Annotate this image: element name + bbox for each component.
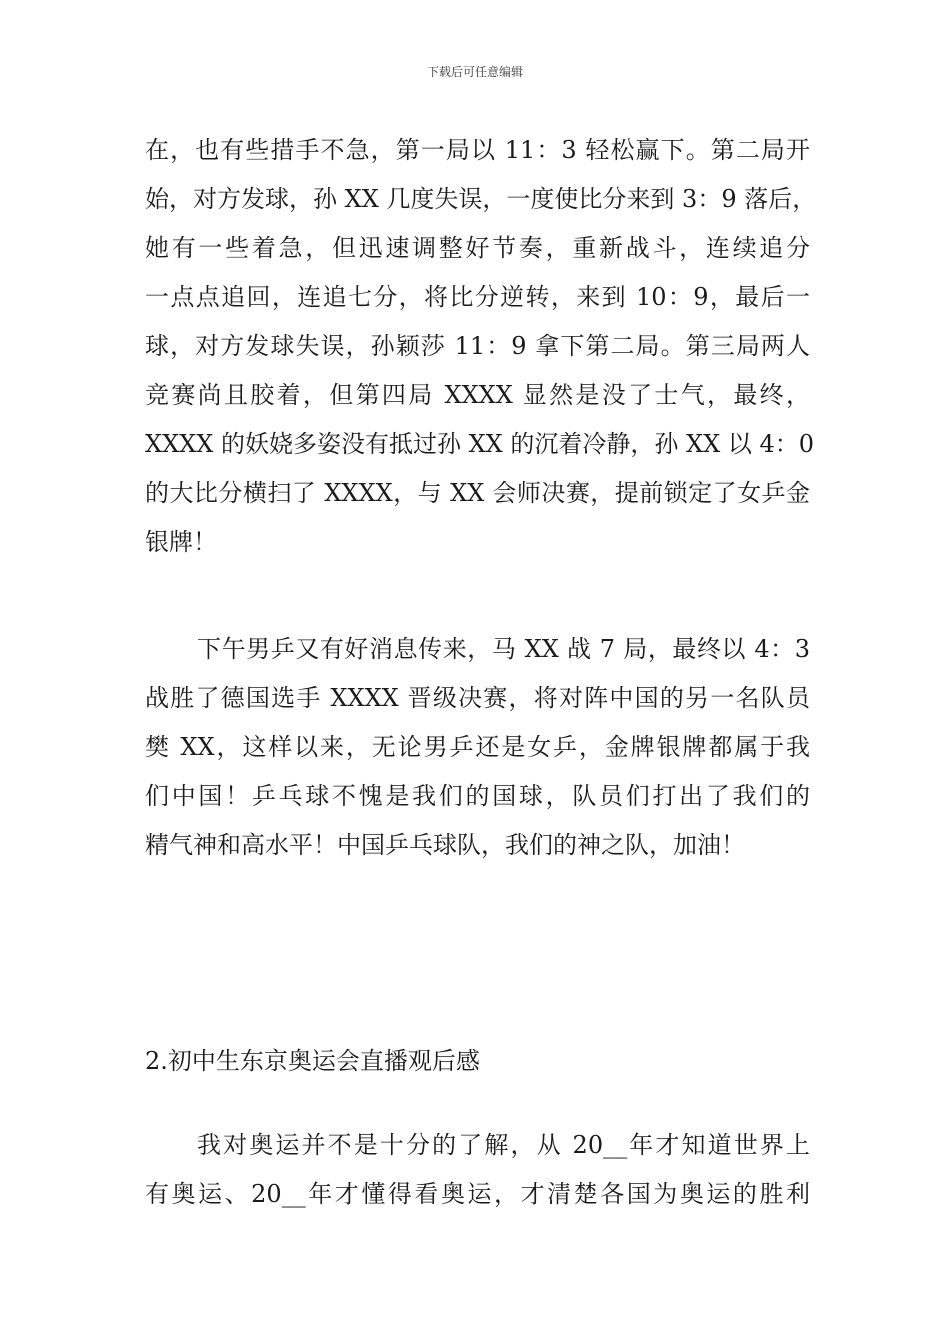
text-line: 下午男乒又有好消息传来，马 XX 战 7 局，最终以 4：3 xyxy=(197,635,810,663)
text-line: 精气神和高水平！中国乒乓球队，我们的神之队，加油！ xyxy=(145,831,745,859)
text-line: 有奥运、20__年才懂得看奥运，才清楚各国为奥运的胜利 xyxy=(145,1180,810,1208)
text-line: 我对奥运并不是十分的了解，从 20__年才知道世界上 xyxy=(197,1131,810,1159)
paragraph-olympics-intro xyxy=(145,1121,810,1219)
text-line: 银牌！ xyxy=(145,528,217,556)
section-heading xyxy=(145,1037,810,1086)
page-header: 下载后可任意编辑 xyxy=(426,65,523,79)
text-line: 球，对方发球失误，孙颖莎 11：9 拿下第二局。第三局两人 xyxy=(145,332,810,360)
text-line: 们中国！乒乓球不愧是我们的国球，队员们打出了我们的 xyxy=(145,782,810,810)
text-line: 的大比分横扫了 XXXX，与 XX 会师决赛，提前锁定了女乒金 xyxy=(145,479,810,507)
paragraph-men-semifinal xyxy=(145,625,810,870)
text-line: 她有一些着急，但迅速调整好节奏，重新战斗，连续追分 xyxy=(145,234,810,262)
text-line: 始，对方发球，孙 XX 几度失误，一度使比分来到 3：9 落后， xyxy=(145,185,817,213)
text-line: 战胜了德国选手 XXXX 晋级决赛，将对阵中国的另一名队员 xyxy=(145,684,810,712)
heading-text: 2.初中生东京奥运会直播观后感 xyxy=(145,1047,480,1075)
paragraph-women-semifinal xyxy=(145,126,817,567)
text-line: 在，也有些措手不急，第一局以 11：3 轻松赢下。第二局开 xyxy=(145,136,810,164)
text-line: XXXX 的妖娆多姿没有抵过孙 XX 的沉着冷静，孙 XX 以 4：0 xyxy=(145,430,814,458)
text-line: 一点点追回，连追七分，将比分逆转，来到 10：9，最后一 xyxy=(145,283,810,311)
text-line: 樊 XX，这样以来，无论男乒还是女乒，金牌银牌都属于我 xyxy=(145,733,810,761)
text-line: 竞赛尚且胶着，但第四局 XXXX 显然是没了士气，最终， xyxy=(145,381,810,409)
